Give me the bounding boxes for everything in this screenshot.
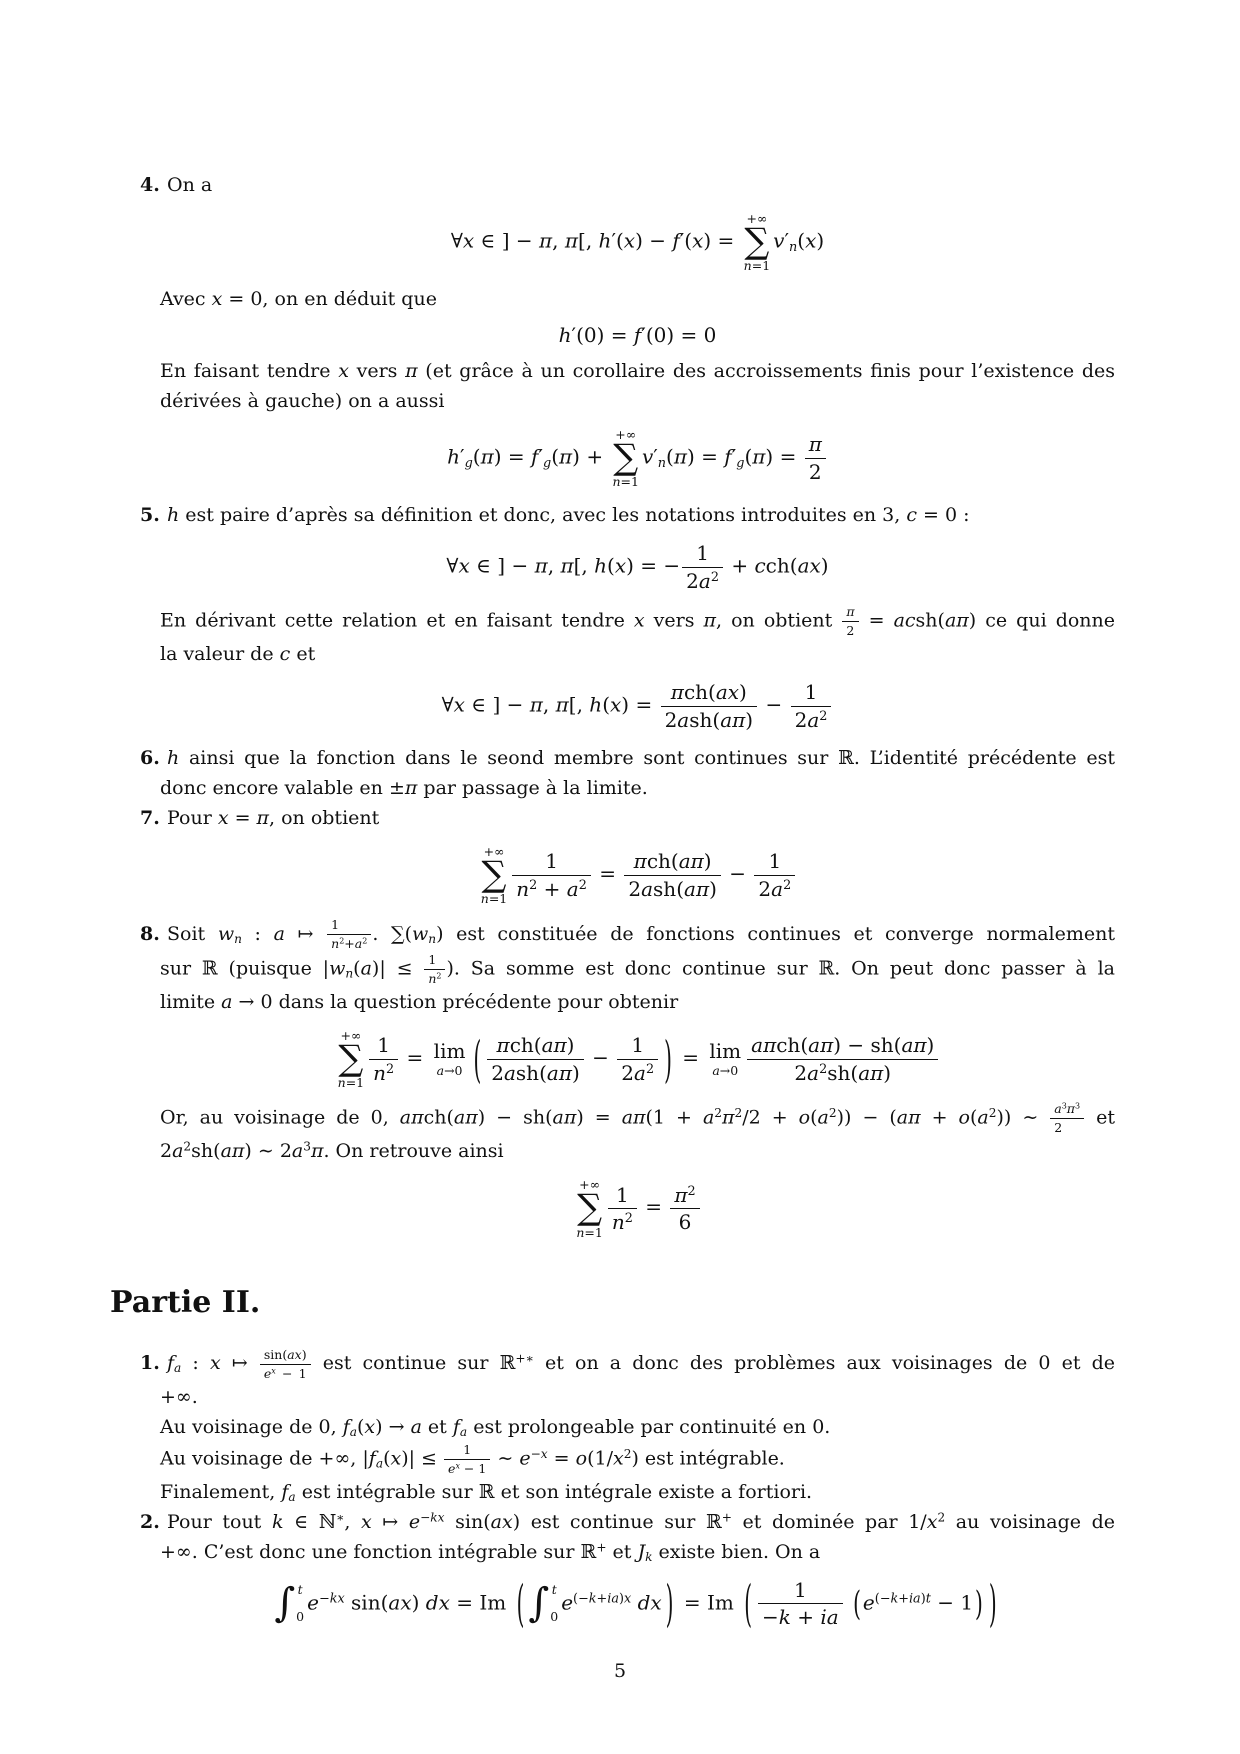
text-line xyxy=(140,1507,1115,1537)
text-line: Or, au voisinage de 0, $a\pi ch(a\pi) - sh(a\pi) = a\pi(1 + a^2\pi^2/2 + o(a^2)) - (a\pi + o(a^2))$ ∼ $\frac{a^3\pi^3}{2}$ et xyxy=(160,1101,1115,1136)
text-line xyxy=(140,500,1115,530)
text-line: la valeur de c et xyxy=(160,643,316,666)
display-equation: ∀x ∈ ] − π, π[, h(x) = − $\frac{1}{2a^2}$ + cch(ax) xyxy=(446,541,829,593)
text-line: Avec x = 0, on en déduit que xyxy=(160,288,437,311)
text-line xyxy=(140,170,1115,200)
text-run: $f_a$ : x ↦ $\frac{\sin(ax)}{e^x - 1}$ est continue sur ℝ+∗ et on a donc des problèmes aux voisinages de 0 et de xyxy=(167,1346,1115,1381)
display-equation: +∞ ∑ n=1 $\frac{1}{n^2}$ = lim a→0 ( $\frac{\text{πch(aπ)}}{\text{2ash(aπ)}}$ − $\frac{1}{2a^2}$ ) = lim a→0 $\frac{\text{aπch(aπ) − sh(aπ)}}{2a^2sh(a\pi)}$ xyxy=(160,1019,1115,1099)
text-run: Pour x = π, on obtient xyxy=(167,806,380,829)
text-line xyxy=(140,1346,1115,1382)
question-5 xyxy=(140,500,1115,741)
item-number: 8. xyxy=(140,922,160,945)
part-1-solutions xyxy=(140,170,1115,1249)
text-line: Finalement, $f_a$ est intégrable sur ℝ et son intégrale existe a fortiori. xyxy=(160,1480,813,1504)
item-number: 7. xyxy=(140,806,160,829)
text-line: donc encore valable en ±π par passage à la limite. xyxy=(160,776,648,799)
part-2-solutions xyxy=(140,1347,1115,1639)
text-run: h est paire d’après sa définition et donc, avec les notations introduites en 3, c = 0 : xyxy=(167,504,970,527)
display-equation: +∞ ∑ n=1 $\frac{1}{n^2 + a^2}$ = $\frac{\text{πch(aπ)}}{\text{2ash(aπ)}}$ − $\frac{1}{2a^2}$ xyxy=(160,835,1115,915)
text-line xyxy=(140,917,1115,952)
question-2 xyxy=(140,1507,1115,1639)
text-line xyxy=(140,743,1115,773)
solutions-content xyxy=(110,170,1116,1640)
text-run: Pour tout k ∈ ℕ∗, x ↦ $e^{-kx}$ sin(ax) est continue sur ℝ+ et dominée par $1/x^2$ au voisinage de xyxy=(167,1509,1115,1533)
text-run: On a xyxy=(167,174,213,196)
item-number: 4. xyxy=(140,174,160,196)
question-7 xyxy=(140,803,1115,915)
question-6 xyxy=(140,743,1115,803)
text-line: $2a^2sh(a\pi)$ ∼ $2a^3\pi$. On retrouve ainsi xyxy=(160,1139,504,1163)
display-equation: ∀x ∈ ] − π, π[, h′(x) − f′(x) = +∞ ∑ n=1 $v'_n(x)$ xyxy=(450,211,825,274)
item-number: 1. xyxy=(140,1352,160,1374)
text-line: +∞. xyxy=(160,1385,198,1408)
display-equation: +∞ ∑ n=1 $\frac{1}{n^2}$ = $\frac{\pi^2}{6}$ xyxy=(160,1168,1115,1248)
text-line: +∞. C’est donc une fonction intégrable sur ℝ+ et $J_k$ existe bien. On a xyxy=(160,1539,821,1564)
text-line: En faisant tendre x vers π (et grâce à un corollaire des accroissements finis pour l’existence des xyxy=(160,360,1116,383)
text-line: limite a → 0 dans la question précédente pour obtenir xyxy=(160,991,679,1014)
item-number: 2. xyxy=(140,1510,160,1533)
display-equation: ∀x ∈ ] − π, π[, h(x) = $\frac{\text{πch(ax)}}{\text{2ash(aπ)}}$ − $\frac{1}{2a^2}$ xyxy=(160,671,1115,741)
page-number: 5 xyxy=(613,1660,627,1682)
item-number: 6. xyxy=(140,746,160,769)
item-number: 5. xyxy=(140,504,160,527)
display-equation: ∫ t 0 $e^{-kx}$ sin(ax) dx = Im ( ∫ t 0 $e^{(-k+ia)x}$ dx ) = Im ( $\frac{1}{-k + ia}$ ( $e^{(-k+ia)t} - 1$ ) ) xyxy=(274,1573,997,1634)
text-line: sur ℝ (puisque $|w_n(a)|$ ≤ $\frac{1}{n^2}$ ). Sa somme est donc continue sur ℝ. On peut donc passer à la xyxy=(160,952,1115,987)
question-4 xyxy=(140,170,1115,498)
text-line: Au voisinage de +∞, $|f_a(x)|$ ≤ $\frac{1}{e^x - 1}$ ∼ $e^{-x} = o(1/x^2)$ est intégrable. xyxy=(160,1441,785,1476)
text-line: En dérivant cette relation et en faisant tendre x vers π, on obtient $\frac{\pi}{2}$ = acsh(aπ) ce qui donne xyxy=(160,604,1116,639)
text-line xyxy=(140,803,1115,833)
display-equation: h′(0) = f′(0) = 0 xyxy=(558,323,717,348)
text-line: Au voisinage de 0, $f_a(x) \to a$ et $f_a$ est prolongeable par continuité en 0. xyxy=(160,1415,831,1439)
display-equation: $h'_g(\pi) = f'_g(\pi)$ + +∞ ∑ n=1 $v'_n(\pi) = f'_g(\pi)$ = $\frac{\pi}{2}$ xyxy=(160,418,1115,498)
part-2-heading: Partie II. xyxy=(110,1284,261,1320)
question-1 xyxy=(140,1347,1115,1507)
text-run: Soit $w_n$ : a ↦ $\frac{1}{n^2+a^2}$ . $\sum(w_n)$ est constituée de fonctions continues et converge normalement xyxy=(167,917,1115,952)
text-line: dérivées à gauche) on a aussi xyxy=(160,390,445,413)
text-run: h ainsi que la fonction dans le seond membre sont continues sur ℝ. L’identité précédente est xyxy=(167,746,1115,769)
question-8 xyxy=(140,917,1115,1248)
